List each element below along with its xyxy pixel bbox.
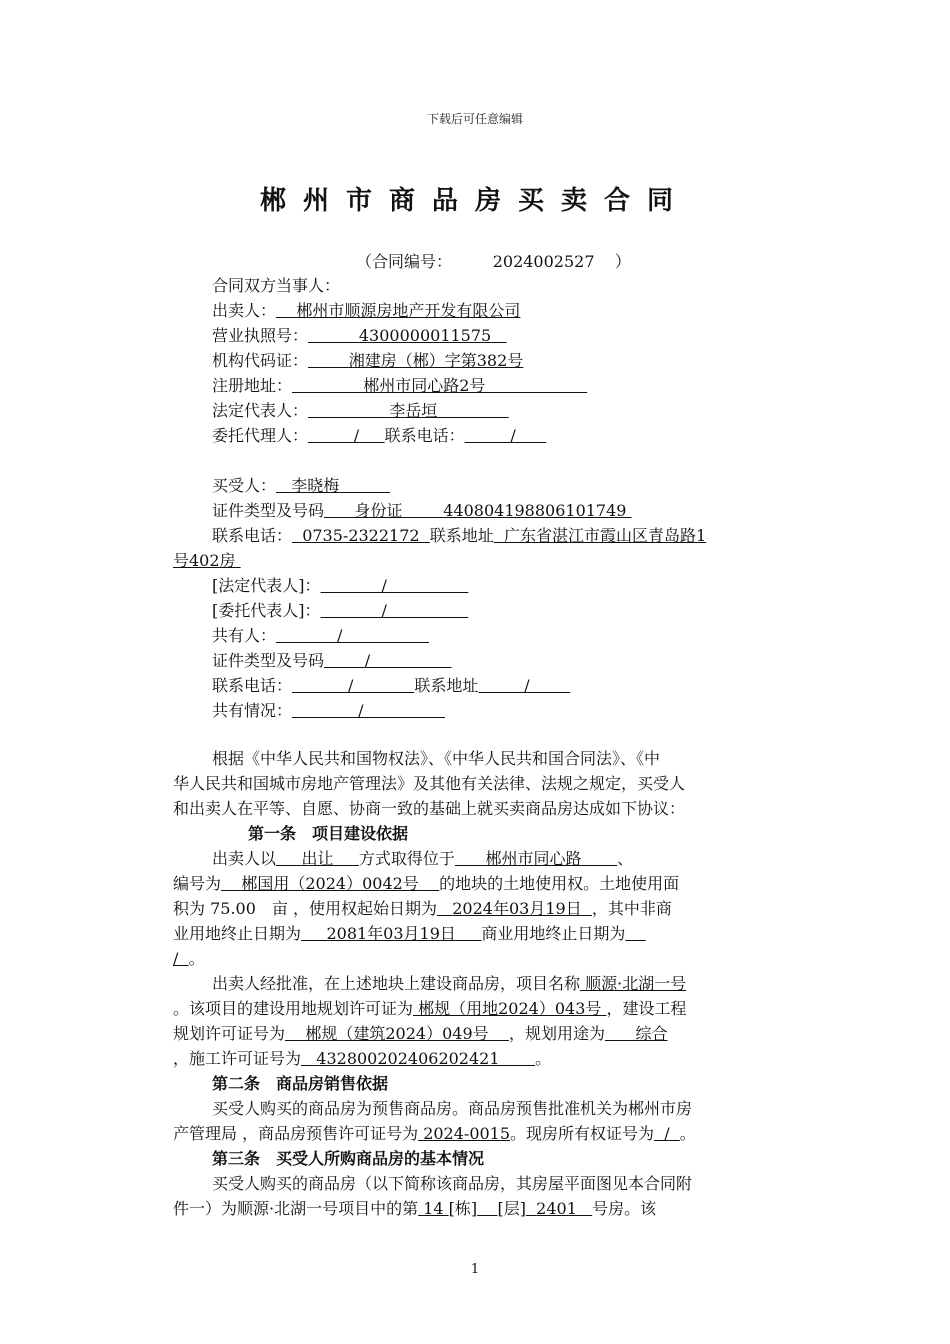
preamble-line-3: 和出卖人在平等、自愿、协商一致的基础上就买卖商品房达成如下协议： [173,799,686,818]
header-note: 下载后可任意编辑 [426,112,523,126]
article1-line-5: / 。 [173,949,205,968]
seller-license-line: 营业执照号： 4300000011575 [212,326,492,345]
contract-number: （合同编号： 2024002527 ） [356,252,631,271]
article1-line-3: 积为 75.00 亩 ，使用权起始日期为 2024年03月19日 ，其中非商 [173,899,672,918]
article1-line-2: 编号为 郴国用（2024）0042号 的地块的土地使用权。土地使用面 [173,874,680,893]
article3-line-2: 件一）为顺源·北湖一号项目中的第 14 [栋] [层] 2401 号房。该 [173,1199,657,1218]
article1-heading: 第一条 项目建设依据 [248,824,409,843]
buyer-id-line: 证件类型及号码 身份证 440804198806101749 [212,501,627,520]
article1-line-1: 出卖人以 出让 方式取得位于 郴州市同心路 、 [212,849,634,868]
seller-rep-line: 法定代表人： 李岳垣 [212,401,438,420]
seller-orgcode-line: 机构代码证： 湘建房（郴）字第382号 [212,351,524,370]
co-phone-line: 联系电话： / 联系地址 / [212,676,530,695]
article3-line-1: 买受人购买的商品房（以下简称该商品房，其房屋平面图见本合同附 [212,1174,693,1193]
buyer-address-cont: 号402房 [173,551,236,570]
co-id-line: 证件类型及号码 / [212,651,371,670]
preamble-line-1: 根据《中华人民共和国物权法》、《中华人民共和国合同法》、《中 [212,749,661,768]
seller-agent-line: 委托代理人： / 联系电话： / [212,426,516,445]
article2-line-1: 买受人购买的商品房为预售商品房。商品房预售批准机关为郴州市房 [212,1099,693,1118]
parties-heading: 合同双方当事人： [212,276,341,295]
buyer-phone-line: 联系电话： 0735-2322172 联系地址 广东省湛江市霞山区青岛路1 [212,526,707,545]
co-status-line: 共有情况： / [212,701,364,720]
article1-line-6: 出卖人经批准，在上述地块上建设商品房，项目名称 顺源·北湖一号 [212,974,687,993]
page-number: 1 [470,1262,480,1277]
buyer-line: 买受人： 李晓梅 [212,476,340,495]
article3-heading: 第三条 买受人所购商品房的基本情况 [212,1149,485,1168]
buyer-legal-rep-line: [法定代表人]： / [212,576,387,595]
preamble-line-2: 华人民共和国城市房地产管理法》及其他有关法律、法规之规定，买受人 [173,774,686,793]
seller-address-line: 注册地址： 郴州市同心路2号 [212,376,486,395]
document-title: 郴州市商品房买卖合同 [259,186,690,216]
article2-heading: 第二条 商品房销售依据 [212,1074,389,1093]
article1-line-8: 规划许可证号为 郴规（建筑2024）049号 ，规划用途为 综合 [173,1024,668,1043]
seller-line: 出卖人： 郴州市顺源房地产开发有限公司 [212,301,521,320]
buyer-agent-rep-line: [委托代表人]： / [212,601,387,620]
article1-line-9: ，施工许可证号为 432800202406202421 。 [173,1049,552,1068]
article2-line-2: 产管理局 ，商品房预售许可证号为 2024-0015。现房所有权证号为 / 。 [173,1124,696,1143]
article1-line-4: 业用地终止日期为 2081年03月19日 商业用地终止日期为 [173,924,626,943]
article1-line-7: 。该项目的建设用地规划许可证为 郴规（用地2024）043号 ，建设工程 [173,999,687,1018]
co-owner-line: 共有人： / [212,626,343,645]
